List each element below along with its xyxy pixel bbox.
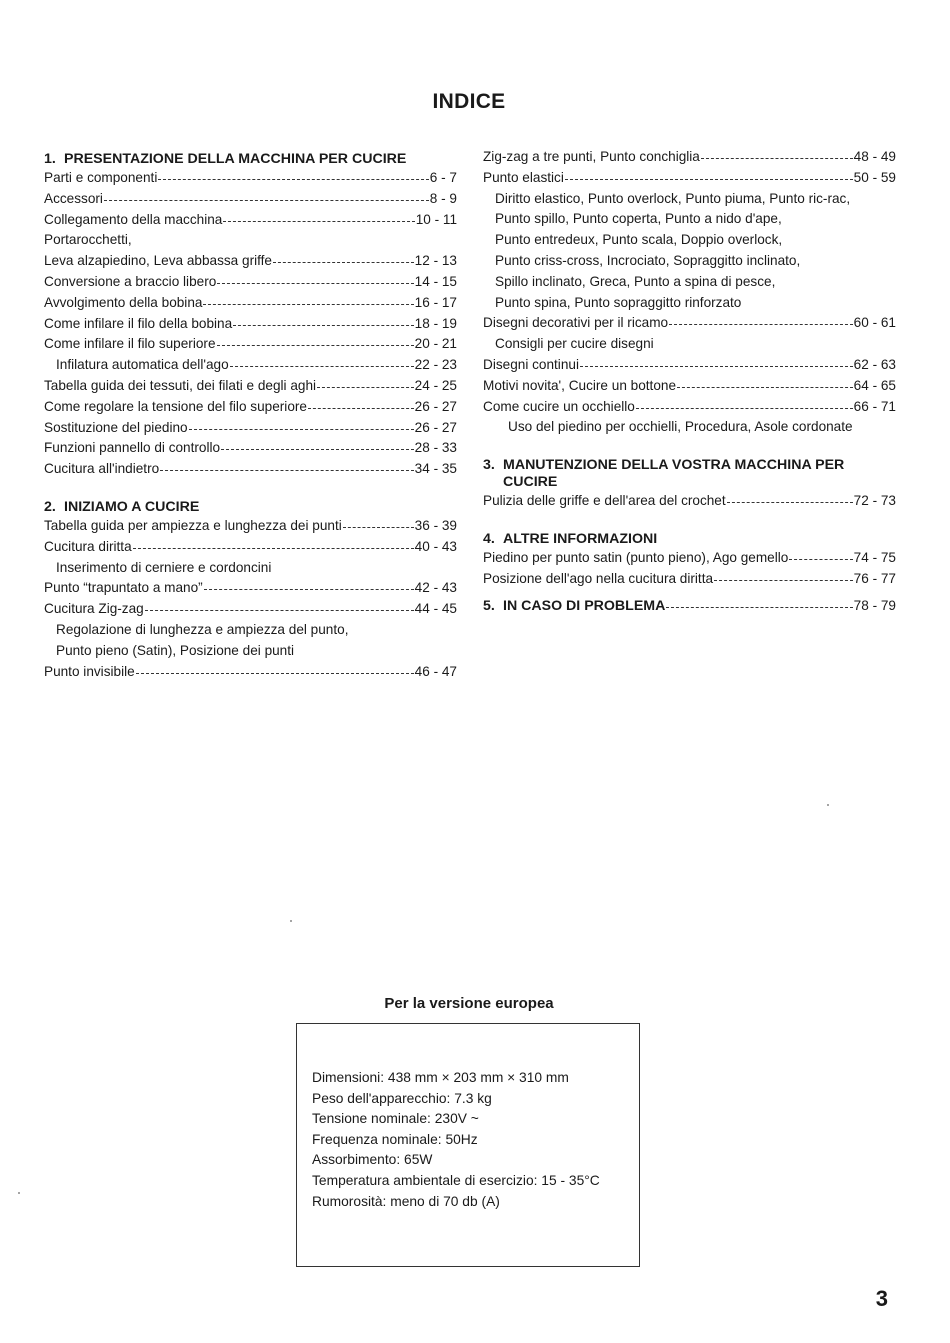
toc-entry-label: Pulizia delle griffe e dell'area del crochet: [483, 493, 726, 509]
toc-entry: [44, 189, 457, 210]
toc-entry-pages: 64 - 65: [853, 377, 896, 393]
toc-entry-label: Inserimento di cerniere e cordoncini: [56, 559, 272, 575]
section-heading: [44, 499, 457, 516]
toc-entry-label: Come regolare la tensione del filo superiore: [44, 398, 307, 414]
toc-entry-label: Diritto elastico, Punto overlock, Punto piuma, Punto ric-rac,: [495, 190, 851, 206]
toc-entry-pages: 18 - 19: [414, 315, 457, 331]
toc-entry-pages: 10 - 11: [415, 211, 457, 227]
toc-left-column: [44, 147, 457, 682]
spec-line: Rumorosità: meno di 70 db (A): [312, 1193, 500, 1209]
toc-entry-label: Regolazione di lunghezza e ampiezza del punto,: [56, 621, 349, 637]
scan-speck: [290, 920, 292, 922]
toc-entry-pages: 46 - 47: [414, 663, 457, 679]
toc-entry: [44, 251, 457, 272]
toc-entry: [44, 397, 457, 418]
toc-entry-pages: 26 - 27: [414, 398, 457, 414]
toc-entry-label: Cucitura Zig-zag: [44, 601, 144, 617]
section-heading: [483, 596, 896, 617]
toc-entry-label: Tabella guida per ampiezza e lunghezza dei punti: [44, 517, 342, 533]
spec-line: Dimensioni: 438 mm × 203 mm × 310 mm: [312, 1070, 569, 1085]
spec-box: [296, 1023, 640, 1267]
section-title: INIZIAMO A CUCIRE: [64, 498, 200, 515]
toc-entry-pages: 48 - 49: [853, 149, 896, 164]
spec-line: Assorbimento: 65W: [312, 1152, 433, 1168]
toc-entry: [44, 459, 457, 480]
toc-entry-label: Spillo inclinato, Greca, Punto a spina di pesce,: [495, 273, 776, 289]
toc-entry: [44, 355, 457, 376]
toc-entry-label: Punto “trapuntato a mano”: [44, 580, 203, 596]
toc-entry: [483, 355, 896, 376]
toc-entry: [44, 662, 457, 683]
toc-entry: [483, 376, 896, 397]
scan-speck: [827, 804, 829, 806]
toc-entry-label: Come cucire un occhiello: [483, 398, 635, 414]
european-version-title: Per la versione europea: [384, 995, 554, 1012]
section-heading: [483, 531, 896, 548]
toc-entry: [44, 272, 457, 293]
section-number: 3.: [483, 457, 495, 474]
toc-entry-label: Tabella guida dei tessuti, dei filati e degli aghi: [44, 377, 317, 393]
toc-entry-label: Zig-zag a tre punti, Punto conchiglia: [483, 149, 700, 164]
toc-entry: [44, 537, 457, 558]
toc-entry-pages: 42 - 43: [414, 580, 457, 596]
toc-entry-pages: 40 - 43: [414, 538, 457, 554]
section-heading: [483, 457, 896, 491]
toc-entry-label: Leva alzapiedino, Leva abbassa griffe: [44, 253, 272, 269]
toc-entry: [44, 334, 457, 355]
toc-entry-label: Come infilare il filo della bobina: [44, 315, 233, 331]
toc-entry-label: Come infilare il filo superiore: [44, 336, 216, 352]
toc-right-column: [483, 147, 896, 616]
toc-entry: [483, 147, 896, 168]
toc-entry-label: Sostituzione del piedino: [44, 419, 188, 435]
toc-entry: [483, 168, 896, 189]
page-title: INDICE: [432, 90, 506, 113]
toc-entry: [44, 168, 457, 189]
toc-entry-pages: 66 - 71: [853, 398, 896, 414]
toc-entry: [44, 314, 457, 335]
toc-entry-label: Piedino per punto satin (punto pieno), Ago gemello: [483, 549, 789, 565]
section-number: 1.: [44, 151, 56, 167]
toc-entry-pages: 74 - 75: [853, 549, 896, 565]
toc-entry-label: Punto spillo, Punto coperta, Punto a nido d'ape,: [495, 211, 782, 227]
toc-entry-label: Disegni decorativi per il ricamo: [483, 315, 669, 331]
toc-entry-pages: 20 - 21: [414, 336, 457, 352]
toc-entry: [483, 548, 896, 569]
toc-entry: [483, 491, 896, 512]
toc-entry-label: Punto pieno (Satin), Posizione dei punti: [56, 642, 295, 658]
toc-entry-label: Avvolgimento della bobina: [44, 294, 203, 310]
toc-entry-pages: 28 - 33: [414, 440, 457, 456]
toc-entry-pages: 26 - 27: [414, 419, 457, 435]
toc-entry-label: Punto entredeux, Punto scala, Doppio overlock,: [495, 232, 783, 248]
toc-entry-label: Posizione dell'ago nella cucitura diritta: [483, 570, 714, 586]
spec-line: Peso dell'apparecchio: 7.3 kg: [312, 1090, 492, 1106]
toc-entry: [44, 578, 457, 599]
toc-entry: [483, 313, 896, 334]
page-number: 3: [875, 1286, 888, 1311]
toc-entry: [44, 376, 457, 397]
toc-entry-pages: 8 - 9: [429, 190, 457, 206]
spec-line: Temperatura ambientale di esercizio: 15 - 35°C: [312, 1172, 600, 1188]
toc-entry-label: Consigli per cucire disegni: [495, 336, 654, 352]
toc-entry: [483, 397, 896, 418]
section-title: IN CASO DI PROBLEMA: [503, 597, 666, 614]
toc-entry-label: Uso del piedino per occhielli, Procedura, Asole cordonate: [508, 419, 853, 435]
toc-entry-pages: 72 - 73: [853, 493, 896, 509]
toc-entry-pages: 6 - 7: [429, 170, 457, 185]
toc-entry-pages: 36 - 39: [414, 517, 457, 533]
toc-entry-label: Accessori: [44, 190, 103, 206]
toc-entry-pages: 76 - 77: [853, 570, 896, 586]
section-title: PRESENTAZIONE DELLA MACCHINA PER CUCIRE: [64, 151, 407, 167]
toc-entry: [44, 293, 457, 314]
toc-entry-pages: 78 - 79: [853, 597, 896, 613]
toc-entry-label: Parti e componenti: [44, 170, 158, 185]
toc-entry-label: Cucitura all'indietro: [44, 461, 160, 477]
scan-speck: [18, 1192, 20, 1194]
section-number: 2.: [44, 498, 56, 515]
toc-entry-pages: 34 - 35: [414, 461, 457, 477]
spec-line: Frequenza nominale: 50Hz: [312, 1131, 478, 1147]
toc-entry-pages: 44 - 45: [414, 601, 457, 617]
toc-entry-label: Punto invisibile: [44, 663, 135, 679]
toc-entry-label: Motivi novita', Cucire un bottone: [483, 377, 677, 393]
toc-entry-label: Funzioni pannello di controllo: [44, 440, 221, 456]
section-title: ALTRE INFORMAZIONI: [503, 530, 658, 547]
spec-line: Tensione nominale: 230V ~: [312, 1111, 479, 1127]
toc-entry-pages: 16 - 17: [414, 294, 457, 310]
toc-entry-label: Collegamento della macchina: [44, 211, 223, 227]
toc-entry-pages: 14 - 15: [414, 273, 457, 289]
section-number: 4.: [483, 530, 495, 547]
toc-entry-pages: 50 - 59: [853, 169, 896, 185]
section-number: 5.: [483, 597, 495, 614]
toc-entry-pages: 12 - 13: [414, 253, 457, 269]
toc-entry: [44, 438, 457, 459]
toc-entry-pages: 24 - 25: [414, 377, 457, 393]
toc-entry: [44, 599, 457, 620]
toc-entry-label: Portarocchetti,: [44, 232, 132, 248]
toc-entry-pages: 62 - 63: [853, 356, 896, 372]
toc-entry-label: Disegni continui: [483, 356, 579, 372]
toc-entry-label: Punto criss-cross, Incrociato, Sopraggitto inclinato,: [495, 252, 801, 268]
toc-entry-label: Infilatura automatica dell'ago: [56, 357, 229, 373]
toc-entry-pages: 60 - 61: [853, 315, 896, 331]
toc-entry: [44, 516, 457, 537]
toc-entry-label: Punto elastici: [483, 169, 564, 185]
toc-entry-pages: 22 - 23: [414, 357, 457, 373]
section-heading: [44, 151, 457, 168]
toc-entry: [44, 210, 457, 231]
toc-entry-label: Cucitura diritta: [44, 538, 132, 554]
toc-entry: [44, 418, 457, 439]
toc-entry-label: Conversione a braccio libero: [44, 273, 217, 289]
section-title: MANUTENZIONE DELLA VOSTRA MACCHINA PER CUCIRE: [503, 457, 845, 491]
toc-entry: [483, 569, 896, 590]
toc-entry-label: Punto spina, Punto sopraggitto rinforzato: [495, 294, 742, 310]
